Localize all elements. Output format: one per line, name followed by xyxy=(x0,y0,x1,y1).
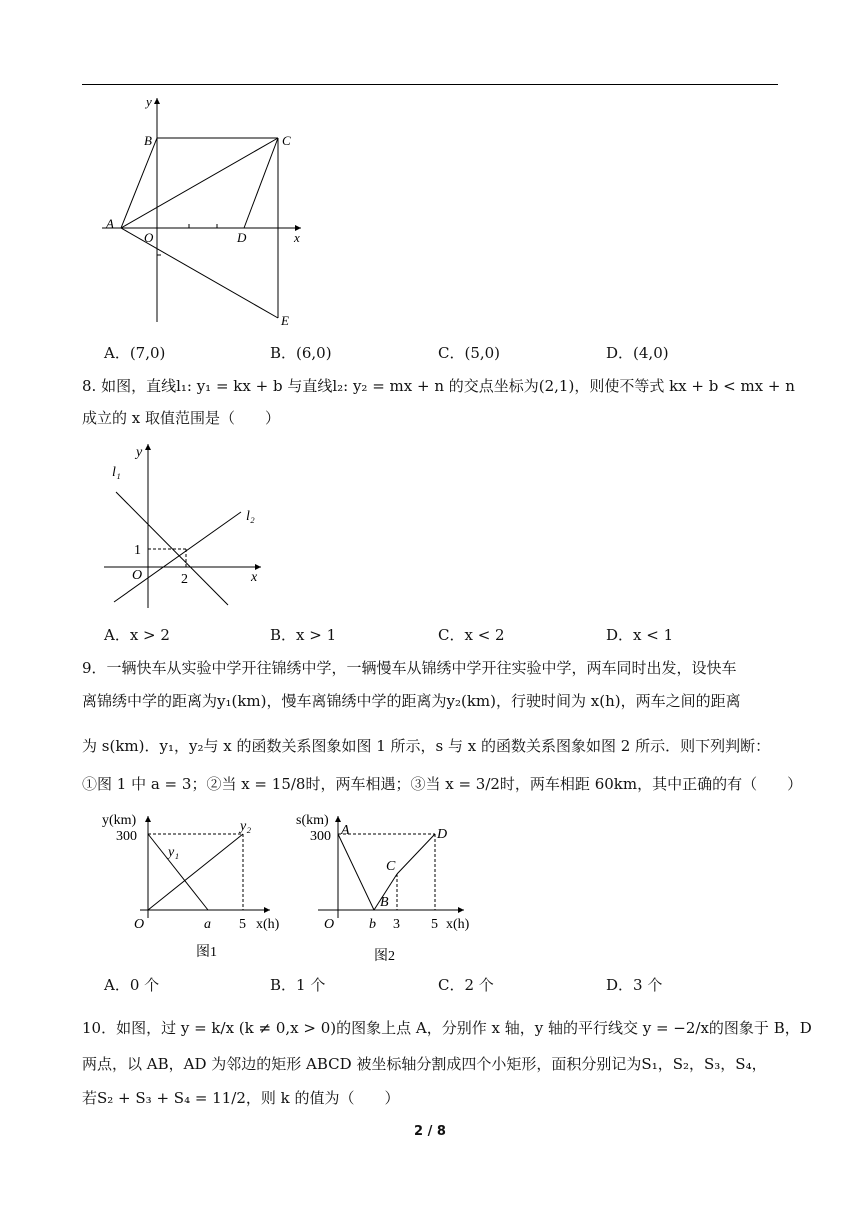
fig1-label-xlabel: x(h) xyxy=(256,917,280,932)
page-number: 2 / 8 xyxy=(414,1124,446,1139)
q7-option-c: C．(5,0) xyxy=(438,344,501,362)
q7-figure xyxy=(96,90,316,330)
fig2-label-b: b xyxy=(369,917,376,932)
q9-text-line1: 9．一辆快车从实验中学开往锦绣中学，一辆慢车从锦绣中学开往实验中学，两车同时出发，设快车 xyxy=(82,659,737,677)
q9-figure-1 xyxy=(100,808,300,964)
fig1-label-5: 5 xyxy=(239,917,246,932)
fig2-label-300: 300 xyxy=(310,829,331,844)
q7-option-a: A．(7,0) xyxy=(104,344,166,362)
fig1-caption: 图1 xyxy=(196,945,217,960)
fig1-label-ylabel: y(km) xyxy=(102,813,137,828)
q8-label-y: y xyxy=(136,445,143,460)
q7-label-o: O xyxy=(144,230,154,245)
q8-label-o: O xyxy=(132,568,143,583)
q8-label-l1: l₁ xyxy=(112,465,121,480)
fig1-label-300: 300 xyxy=(116,829,137,844)
q7-label-x: x xyxy=(294,230,300,245)
fig2-label-c: C xyxy=(386,859,396,874)
q8-label-x: x xyxy=(251,570,258,585)
fig2-label-xlabel: x(h) xyxy=(446,917,470,932)
q7-label-a: A xyxy=(106,216,114,231)
q10-text-line3: 若S₂ + S₃ + S₄ = 11/2，则 k 的值为（ ） xyxy=(82,1089,400,1107)
q8-option-c: C．x < 2 xyxy=(438,626,505,644)
fig1-label-o: O xyxy=(134,917,145,932)
q7-label-d: D xyxy=(237,230,247,245)
header-rule xyxy=(82,84,778,85)
q7-label-b: B xyxy=(144,133,152,148)
fig2-label-b-point: B xyxy=(380,895,389,910)
q8-text-line2: 成立的 x 取值范围是（ ） xyxy=(82,409,280,427)
q9-option-b: B．1 个 xyxy=(270,976,326,994)
q9-option-d: D．3 个 xyxy=(606,976,663,994)
fig1-label-y1: y₁ xyxy=(168,845,180,860)
q8-label-2: 2 xyxy=(181,572,188,587)
q9-text-line3: 为 s(km)．y₁，y₂与 x 的函数关系图象如图 1 所示，s 与 x 的函数关系图象如图 2 所示．则下列判断： xyxy=(82,737,771,755)
q8-label-l2: l₂ xyxy=(246,509,255,524)
fig1-label-a: a xyxy=(204,917,211,932)
q7-label-y: y xyxy=(146,94,152,109)
q7-option-d: D．(4,0) xyxy=(606,344,669,362)
fig2-label-a: A xyxy=(341,823,350,838)
q8-figure xyxy=(96,436,276,612)
q8-option-d: D．x < 1 xyxy=(606,626,674,644)
q9-option-a: A．0 个 xyxy=(104,976,160,994)
q9-figure-2 xyxy=(294,808,494,968)
q9-text-line4: ①图 1 中 a = 3；②当 x = 15/8时，两车相遇；③当 x = 3/2时，两车相距 60km，其中正确的有（ ） xyxy=(82,775,803,793)
fig2-label-o: O xyxy=(324,917,335,932)
q7-option-b: B．(6,0) xyxy=(270,344,332,362)
q9-text-line2: 离锦绣中学的距离为y₁(km)，慢车离锦绣中学的距离为y₂(km)，行驶时间为 x(h)，两车之间的距离 xyxy=(82,692,741,710)
fig2-label-ylabel: s(km) xyxy=(296,813,329,828)
q8-option-a: A．x > 2 xyxy=(104,626,170,644)
q8-option-b: B．x > 1 xyxy=(270,626,337,644)
fig1-label-y2: y₂ xyxy=(240,819,252,834)
fig2-label-5: 5 xyxy=(431,917,438,932)
q8-label-1: 1 xyxy=(134,543,141,558)
fig2-caption: 图2 xyxy=(374,949,395,964)
q10-text-line2: 两点，以 AB，AD 为邻边的矩形 ABCD 被坐标轴分割成四个小矩形，面积分别记为S₁，S₂，S₃，S₄， xyxy=(82,1055,767,1073)
fig2-label-d: D xyxy=(437,827,448,842)
fig2-label-3: 3 xyxy=(393,917,400,932)
q10-text-line1: 10．如图，过 y = k/x (k ≠ 0,x > 0)的图象上点 A，分别作 x 轴，y 轴的平行线交 y = −2/x的图象于 B，D xyxy=(82,1019,812,1037)
q7-label-c: C xyxy=(282,133,291,148)
q8-text-line1: 8. 如图，直线l₁: y₁ = kx + b 与直线l₂: y₂ = mx + n 的交点坐标为(2,1)，则使不等式 kx + b < mx + n xyxy=(82,377,795,395)
q9-option-c: C．2 个 xyxy=(438,976,494,994)
q7-label-e: E xyxy=(281,313,289,328)
